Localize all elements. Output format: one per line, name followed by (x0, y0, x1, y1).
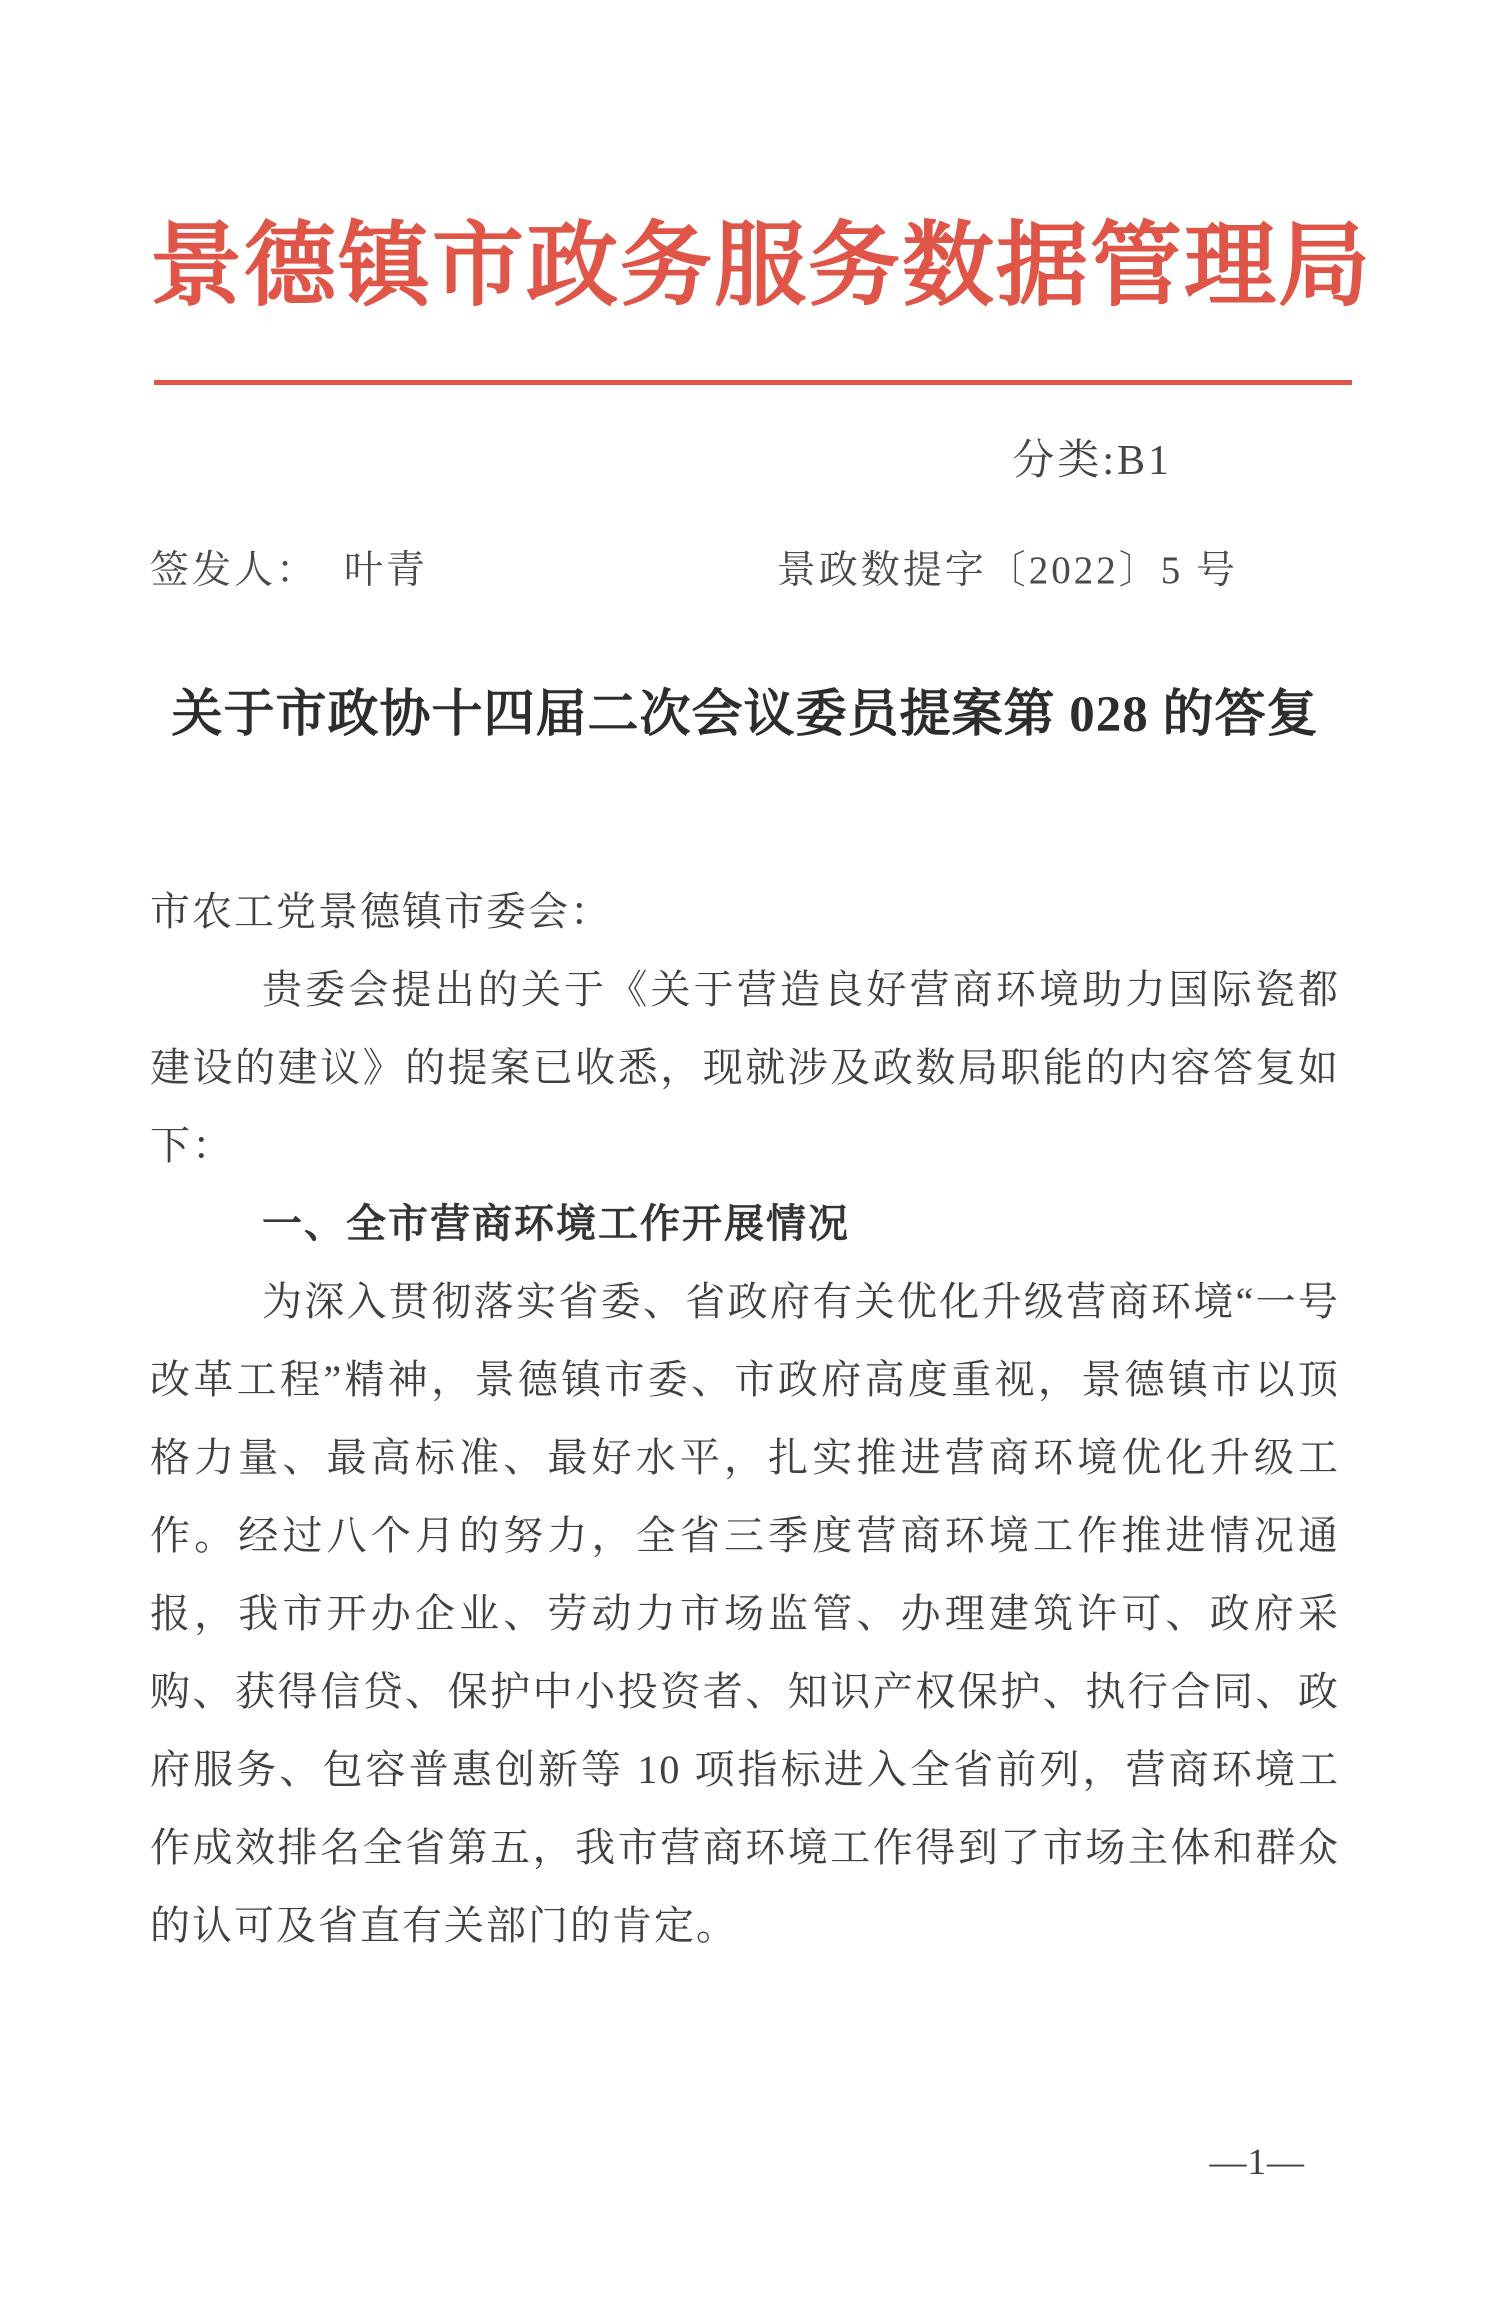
issuer-row (150, 545, 1340, 597)
document-body (150, 873, 1340, 1965)
document-title: 关于市政协十四届二次会议委员提案第 028 的答复 (171, 687, 1319, 744)
salutation: 市农工党景德镇市委会： (150, 889, 612, 935)
page-number: —1— (1209, 2142, 1305, 2183)
issuer-name: 叶青 (344, 549, 429, 593)
letterhead-agency-title: 景德镇市政务服务数据管理局 (150, 215, 1373, 317)
intro-paragraph: 贵委会提出的关于《关于营造良好营商环境助力国际瓷都建设的建议》的提案已收悉，现就涉及政数局职能的内容答复如下： (150, 967, 1340, 1169)
document-page (0, 210, 1488, 2314)
issuer-label: 签发人： (150, 549, 319, 593)
section-1-heading: 一、全市营商环境工作开展情况 (262, 1202, 850, 1247)
document-number: 景政数提字〔2022〕5 号 (776, 549, 1238, 593)
letterhead-divider-rule (154, 380, 1352, 385)
section-1-paragraph: 为深入贯彻落实省委、省政府有关优化升级营商环境“一号改革工程”精神，景德镇市委、市政府高度重视，景德镇市以顶格力量、最高标准、最好水平，扎实推进营商环境优化升级工作。经过八个月的努力，全省三季度营商环境工作推进情况通报，我市开办企业、劳动力市场监管、办理建筑许可、政府采购、获得信贷、保护中小投资者、知识产权保护、执行合同、政府服务、包容普惠创新等 10 项指标进入全省前列，营商环境工作成效排名全省第五，我市营商环境工作得到了市场主体和群众的认可及省直有关部门的肯定。 (150, 1279, 1340, 1949)
issuer (150, 545, 428, 597)
classification-label: 分类:B1 (1012, 438, 1172, 485)
